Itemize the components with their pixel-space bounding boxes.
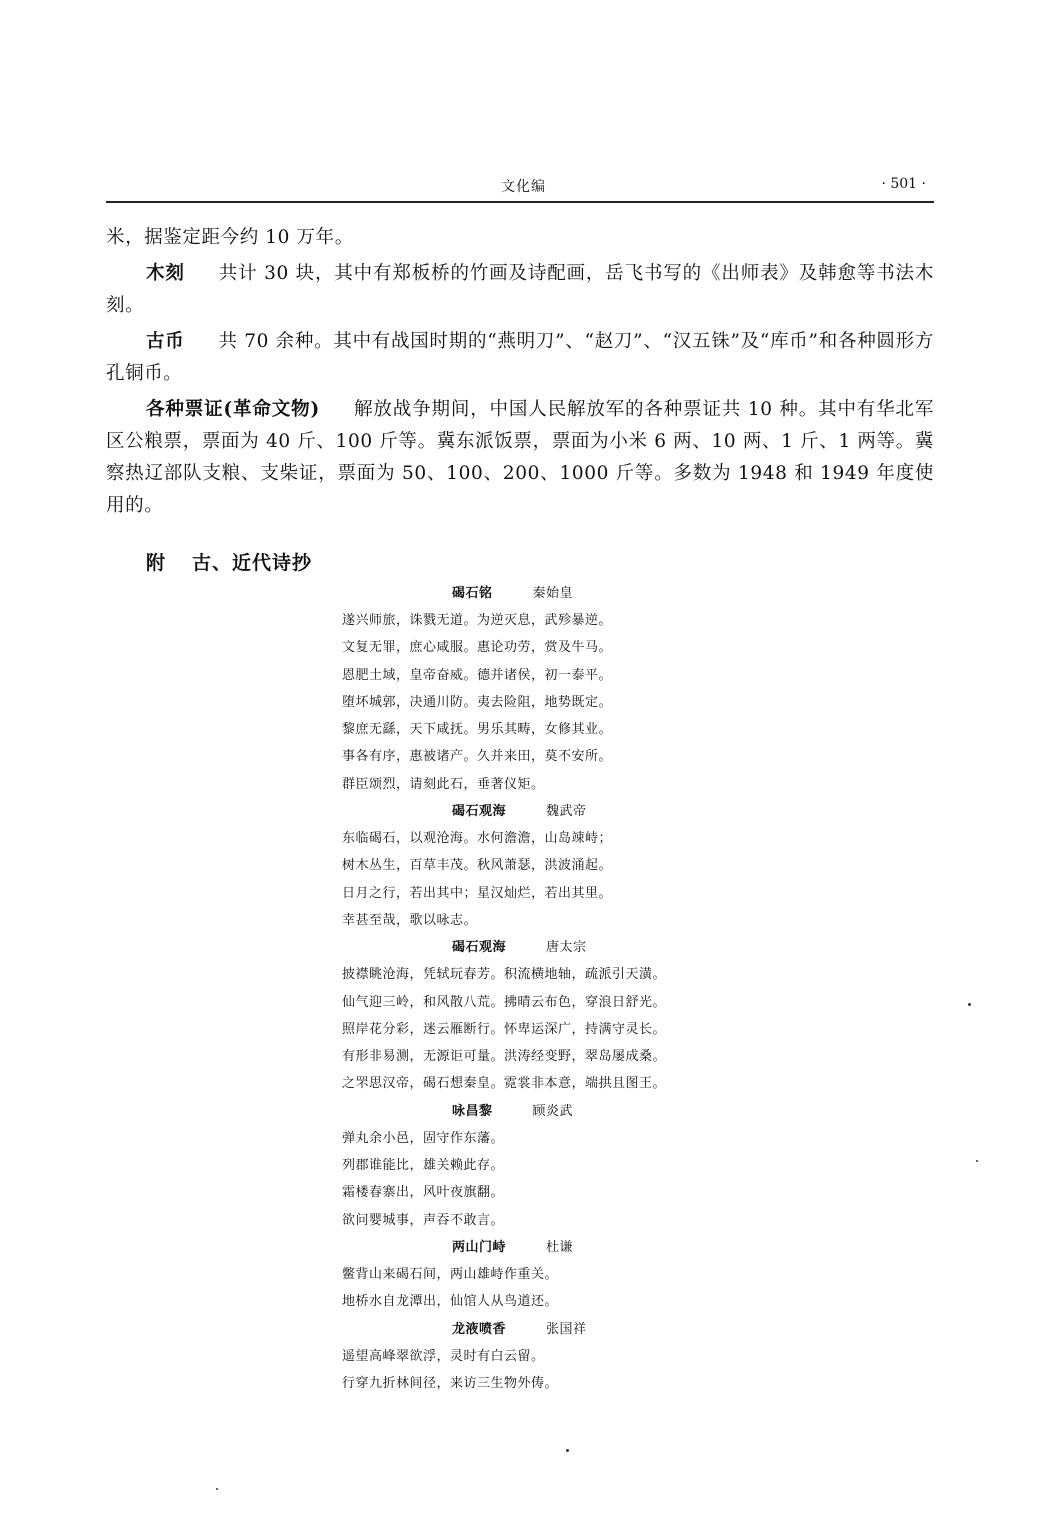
- poem-line: 鳖背山来碣石间，两山雄峙作重关。: [342, 1266, 559, 1282]
- poem-line: 遂兴师旅，诛戮无道。为逆灭息，武殄暴逆。: [342, 613, 613, 628]
- section-title: 文化编: [501, 179, 546, 195]
- poem-line: 披襟眺沧海，凭轼玩春芳。积流横地轴，疏派引天潢。: [342, 967, 667, 983]
- poem-line: 仙气迎三岭，和风散八荒。拂晴云布色，穿浪日舒光。: [342, 994, 667, 1010]
- poem-author: 杜谦: [546, 1239, 574, 1255]
- poem-line: 群臣颂烈，请刻此石，垂著仪矩。: [342, 776, 545, 792]
- prose-body: [106, 222, 934, 526]
- poem-line: 幸甚至哉，歌以咏志。: [342, 912, 478, 928]
- entry-term: 各种票证(革命文物): [146, 399, 320, 420]
- running-header: [106, 172, 934, 202]
- poem-author: 张国祥: [546, 1321, 587, 1337]
- poem-line: 之罘思汉帝，碣石想秦皇。霓裳非本意，端拱且图王。: [342, 1076, 667, 1092]
- entry-text: 共 70 余种。其中有战国时期的“燕明刀”、“赵刀”、“汉五铢”及“库币”和各种圆形方孔铜币。: [106, 331, 934, 384]
- entry-paragraph: [106, 258, 934, 322]
- poem-title: 碣石观海 唐太宗: [452, 940, 587, 956]
- page-number: · 501 ·: [881, 176, 926, 192]
- header-rule: [106, 201, 934, 203]
- continuation-paragraph: 米，据鉴定距今约 10 万年。: [106, 227, 354, 248]
- poem-collection: [342, 580, 782, 1397]
- entry-text: 共计 30 块，其中有郑板桥的竹画及诗配画，岳飞书写的《出师表》及韩愈等书法木刻。: [106, 263, 934, 316]
- poem-title: 咏昌黎 顾炎武: [452, 1103, 574, 1119]
- poem-title: 碣石铭 秦始皇: [452, 586, 574, 601]
- poem-line: 遥望高峰翠欲浮，灵时有白云留。: [342, 1348, 545, 1364]
- poem-line: 东临碣石，以观沧海。水何澹澹，山岛竦峙；: [342, 831, 613, 847]
- poem-line: 事各有序，惠被诸产。久并来田，莫不安所。: [342, 749, 613, 765]
- entry-paragraph: [106, 394, 934, 522]
- poem-line: 行穿九折林间径，来访三生物外俦。: [342, 1375, 559, 1391]
- poem-author: 唐太宗: [546, 940, 587, 956]
- scan-speck: [968, 1003, 971, 1006]
- scan-speck: [216, 1488, 218, 1490]
- poem-line: 日月之行，若出其中；星汉灿烂，若出其里。: [342, 885, 613, 901]
- appendix-heading: [146, 548, 312, 575]
- entry-paragraph: [106, 326, 934, 390]
- entry-text: 解放战争期间，中国人民解放军的各种票证共 10 种。其中有华北军区公粮票，票面为 40 斤、100 斤等。冀东派饭票，票面为小米 6 两、10 两、1 斤、1 两等。冀察热辽部队支粮、支柴证，票面为 50、100、200、1000 斤等。多数为 1948 和 1949 年度使用的。: [106, 399, 934, 516]
- scan-speck: [976, 1160, 978, 1162]
- scan-speck: [566, 1449, 569, 1452]
- poem-line: 堕坏城郭，决通川防。夷去险阻，地势既定。: [342, 694, 613, 710]
- poem-line: 有形非易测，无源讵可量。洪涛经变野，翠岛屡成桑。: [342, 1049, 667, 1065]
- poem-title: 龙液喷香 张国祥: [452, 1321, 587, 1337]
- poem-author: 魏武帝: [546, 804, 587, 820]
- entry-term: 木刻: [146, 263, 185, 284]
- poem-line: 树木丛生，百草丰茂。秋风萧瑟，洪波涌起。: [342, 858, 613, 874]
- poem-line: 列郡谁能比，雄关赖此存。: [342, 1158, 505, 1174]
- appendix-title: 古、近代诗抄: [192, 552, 313, 574]
- poem-author: 顾炎武: [532, 1103, 574, 1119]
- poem-title: 碣石观海 魏武帝: [452, 804, 587, 820]
- poem-author: 秦始皇: [532, 586, 574, 601]
- poem-line: 黎庶无繇，天下咸抚。男乐其畴，女修其业。: [342, 722, 613, 738]
- poem-line: 恩肥土域，皇帝奋威。德并诸侯，初一泰平。: [342, 667, 613, 683]
- entry-term: 古币: [146, 331, 185, 352]
- poem-line: 地桥水自龙潭出，仙馆人从鸟道还。: [342, 1294, 559, 1310]
- poem-line: 欲问婴城事，声吞不敢言。: [342, 1212, 505, 1228]
- poem-line: 弹丸余小邑，固守作东藩。: [342, 1130, 505, 1146]
- appendix-label: 附: [146, 552, 167, 574]
- poem-line: 文复无罪，庶心咸服。惠论功劳，赏及牛马。: [342, 640, 613, 656]
- poem-line: 霜楼春寨出，风叶夜旗翻。: [342, 1185, 505, 1201]
- poem-line: 照岸花分彩，迷云雁断行。怀卑运深广，持满守灵长。: [342, 1021, 667, 1037]
- poem-title: 两山门峙 杜谦: [452, 1239, 574, 1255]
